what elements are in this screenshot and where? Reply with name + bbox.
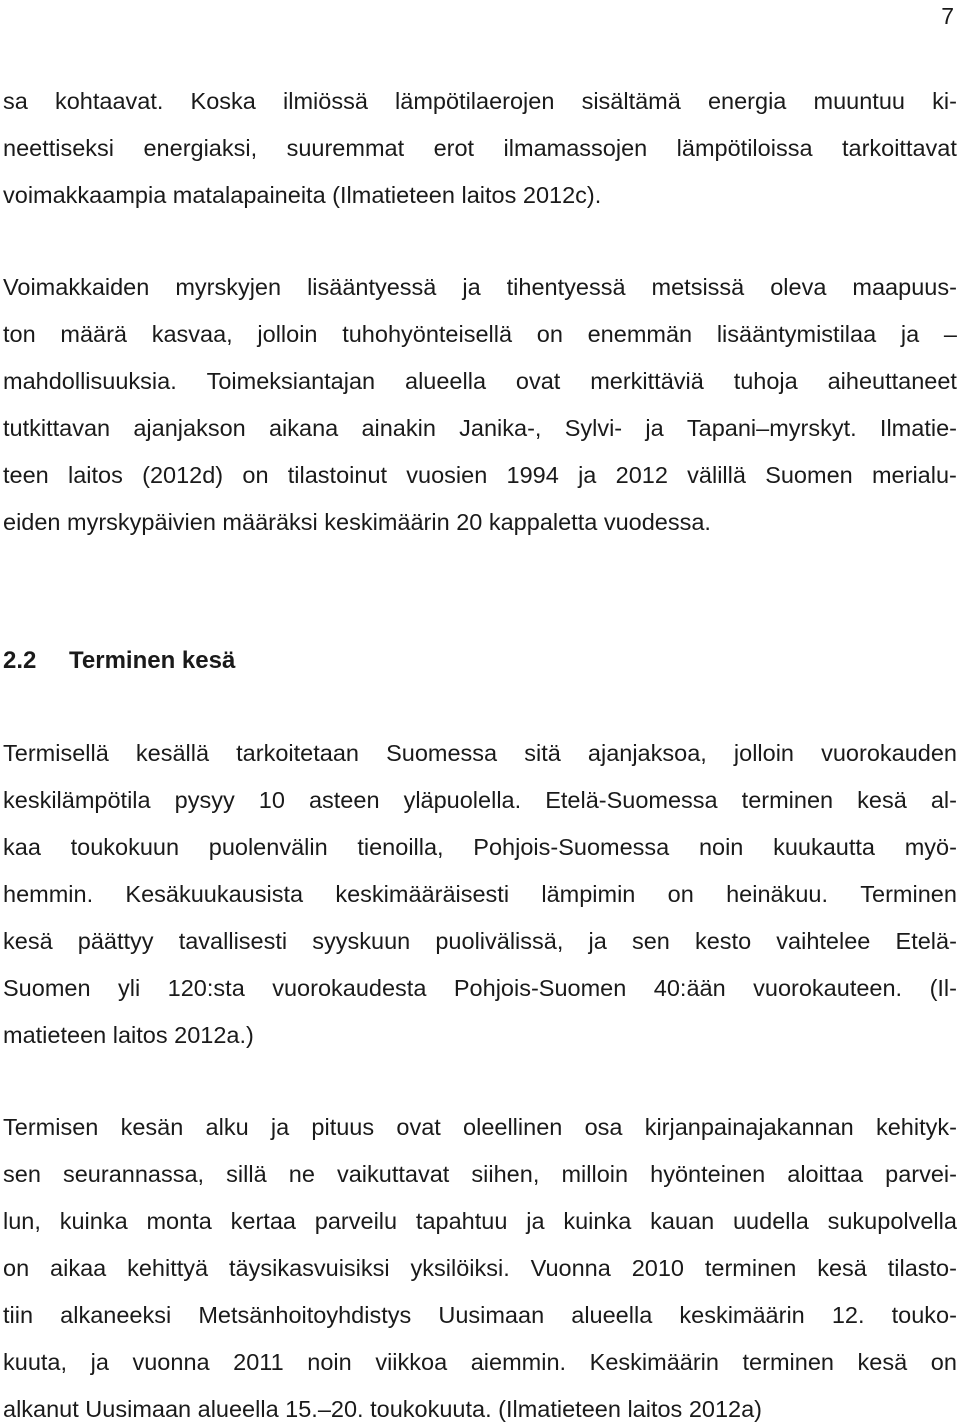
word: 10 (258, 787, 285, 813)
word: ovat (396, 1114, 441, 1140)
text-line (3, 413, 957, 443)
word: 12. (831, 1302, 865, 1328)
word: kesän (120, 1114, 184, 1140)
word: Ilmatie- (879, 415, 957, 441)
word: touko- (891, 1302, 957, 1328)
text-line (3, 973, 957, 1003)
word: keskilämpötila (3, 787, 151, 813)
word: tarkoittavat (841, 135, 957, 161)
word: 2012 (615, 462, 668, 488)
word: kuukautta (773, 834, 875, 860)
word: Suomen (3, 975, 91, 1001)
section-title: Terminen kesä (69, 647, 236, 674)
word: on (930, 1349, 957, 1375)
word: muuntuu (813, 88, 905, 114)
word: kehittyä (127, 1255, 209, 1281)
word: tilasto- (887, 1255, 957, 1281)
word: al- (930, 787, 957, 813)
word: (2012d) (142, 462, 224, 488)
word: vaihtelee (776, 928, 871, 954)
word: Uusimaan (438, 1302, 545, 1328)
word: tarkoitetaan (236, 740, 359, 766)
word: tihentyessä (506, 274, 626, 300)
word: aloittaa (787, 1161, 864, 1187)
word: merkittäviä (590, 368, 704, 394)
word: kesä (3, 928, 53, 954)
word: ja (270, 1114, 290, 1140)
word: sisältämä (581, 88, 681, 114)
word: noin (307, 1349, 352, 1375)
text-line (3, 926, 957, 956)
word: aikaa (50, 1255, 107, 1281)
word: Tapani–myrskyt. (686, 415, 857, 441)
word: 40:ään (653, 975, 726, 1001)
word: ton (3, 321, 36, 347)
word: sen (3, 1161, 41, 1187)
word: suuremmat (286, 135, 405, 161)
word: päättyy (77, 928, 154, 954)
word: Toimeksiantajan (206, 368, 376, 394)
word: metsissä (651, 274, 745, 300)
word: teen (3, 462, 49, 488)
word: 2011 (233, 1349, 284, 1375)
word: Termisellä (3, 740, 109, 766)
word: kesä (817, 1255, 867, 1281)
word: myrskyjen (175, 274, 282, 300)
text-line (3, 738, 957, 768)
word: Suomessa (386, 740, 498, 766)
word: Keskimäärin (589, 1349, 719, 1375)
word: siihen, (471, 1161, 540, 1187)
word: määrä (60, 321, 127, 347)
word: vuosien (406, 462, 488, 488)
word: (Il- (929, 975, 957, 1001)
word: yksilöiksi. (410, 1255, 510, 1281)
word: oleva (770, 274, 827, 300)
word: merialu- (871, 462, 957, 488)
word: vuorokaudesta (272, 975, 427, 1001)
word: ajanjaksoa, (587, 740, 707, 766)
word: on (3, 1255, 30, 1281)
word: on (242, 462, 269, 488)
word: kasvaa, (151, 321, 233, 347)
text-line: alkanut Uusimaan alueella 15.–20. toukokuuta. (Ilmatieteen laitos 2012a) (3, 1396, 763, 1422)
word: sen (631, 928, 670, 954)
word: alku (205, 1114, 249, 1140)
word: – (943, 321, 957, 347)
word: kuuta, (3, 1349, 68, 1375)
text-line (3, 832, 957, 862)
word: ilmiössä (283, 88, 368, 114)
word: kesällä (135, 740, 210, 766)
word: kaa (3, 834, 41, 860)
word: alkaneeksi (60, 1302, 172, 1328)
word: tuhoja (733, 368, 798, 394)
word: puolenvälin (208, 834, 328, 860)
word: terminen (741, 787, 834, 813)
word: ja (645, 415, 664, 441)
word: seurannassa, (62, 1161, 205, 1187)
word: 2010 (631, 1255, 684, 1281)
word: ki- (932, 88, 957, 114)
word: pituus (311, 1114, 375, 1140)
word: milloin (561, 1161, 629, 1187)
word: parveilu (314, 1208, 398, 1234)
word: myö- (904, 834, 957, 860)
word: yläpuolella. (403, 787, 522, 813)
word: Vuonna (530, 1255, 611, 1281)
word: alueella (571, 1302, 653, 1328)
section-number: 2.2 (3, 647, 37, 674)
text-line: matieteen laitos 2012a.) (3, 1022, 254, 1048)
word: ja (526, 1208, 545, 1234)
word: sukupolvella (827, 1208, 957, 1234)
section-heading (3, 646, 235, 676)
text-line (3, 1347, 957, 1377)
word: hyönteinen (650, 1161, 766, 1187)
word: keskimäärin (679, 1302, 805, 1328)
word: Pohjois-Suomessa (473, 834, 670, 860)
word: hemmin. (3, 881, 94, 907)
word: mahdollisuuksia. (3, 368, 177, 394)
word: Sylvi- (564, 415, 623, 441)
word: Metsänhoitoyhdistys (198, 1302, 412, 1328)
word: erot (433, 135, 475, 161)
word: tavallisesti (178, 928, 288, 954)
word: heinäkuu. (726, 881, 828, 907)
word: neettiseksi (3, 135, 115, 161)
word: pysyy (174, 787, 235, 813)
word: noin (698, 834, 744, 860)
word: sitä (524, 740, 561, 766)
word: oleellinen (463, 1114, 563, 1140)
word: kesä (857, 787, 907, 813)
word: aiheuttaneet (827, 368, 957, 394)
word: 120:sta (167, 975, 245, 1001)
word: on (667, 881, 694, 907)
page-number: 7 (941, 3, 954, 29)
word: kuinka (563, 1208, 632, 1234)
word: tienoilla, (357, 834, 444, 860)
word: terminen (704, 1255, 797, 1281)
word: parvei- (885, 1161, 957, 1187)
word: ja (900, 321, 920, 347)
word: Etelä- (895, 928, 957, 954)
word: asteen (308, 787, 380, 813)
word: Termisen (3, 1114, 99, 1140)
word: aikana (268, 415, 339, 441)
word: Pohjois-Suomen (453, 975, 627, 1001)
word: enemmän (587, 321, 693, 347)
word: monta (146, 1208, 212, 1234)
word: tutkittavan (3, 415, 111, 441)
word: ovat (515, 368, 561, 394)
text-line (3, 133, 957, 163)
word: kohtaavat. (54, 88, 164, 114)
word: ajanjakson (133, 415, 246, 441)
word: toukokuun (70, 834, 180, 860)
text-line (3, 366, 957, 396)
word: vuonna (132, 1349, 210, 1375)
word: osa (584, 1114, 623, 1140)
word: kuinka (59, 1208, 128, 1234)
word: energia (707, 88, 787, 114)
text-line (3, 1300, 957, 1330)
word: Kesäkuukausista (125, 881, 304, 907)
word: lämpimin (541, 881, 636, 907)
text-line (3, 1206, 957, 1236)
word: vuorokauteen. (753, 975, 903, 1001)
text-line (3, 272, 957, 302)
word: tilastoinut (287, 462, 388, 488)
text-line (3, 785, 957, 815)
text-line: voimakkaampia matalapaineita (Ilmatieteen laitos 2012c). (3, 182, 602, 208)
word: kauan (650, 1208, 715, 1234)
word: tuhohyönteisellä (342, 321, 513, 347)
word: keskimääräisesti (335, 881, 510, 907)
word: kertaa (230, 1208, 296, 1234)
word: jolloin (733, 740, 794, 766)
word: lämpötiloissa (676, 135, 813, 161)
word: Voimakkaiden (3, 274, 150, 300)
word: yli (118, 975, 141, 1001)
word: syyskuun (312, 928, 411, 954)
text-line (3, 86, 957, 116)
word: alueella (405, 368, 487, 394)
word: lisääntyessä (307, 274, 437, 300)
word: puolivälissä, (435, 928, 564, 954)
text-line (3, 1159, 957, 1189)
word: sa (3, 88, 28, 114)
word: välillä (687, 462, 746, 488)
word: tiin (3, 1302, 34, 1328)
word: maapuus- (852, 274, 957, 300)
word: kirjanpainajakannan (644, 1114, 854, 1140)
word: ja (90, 1349, 109, 1375)
word: ne (288, 1161, 315, 1187)
word: ilmamassojen (503, 135, 648, 161)
text-line (3, 1253, 957, 1283)
word: Janika-, (459, 415, 542, 441)
word: lämpötilaerojen (395, 88, 555, 114)
text-line: eiden myrskypäivien määräksi keskimäärin 20 kappaletta vuodessa. (3, 509, 711, 535)
word: on (536, 321, 563, 347)
word: terminen (742, 1349, 834, 1375)
word: ja (578, 462, 597, 488)
word: vaikuttavat (336, 1161, 450, 1187)
word: Koska (190, 88, 256, 114)
word: kehityk- (875, 1114, 957, 1140)
word: Terminen (860, 881, 957, 907)
text-line (3, 460, 957, 490)
word: lun, (3, 1208, 41, 1234)
word: ainakin (361, 415, 436, 441)
word: 1994 (506, 462, 559, 488)
word: lisääntymistilaa (716, 321, 877, 347)
word: kesä (857, 1349, 908, 1375)
word: aiemmin. (470, 1349, 567, 1375)
word: laitos (68, 462, 123, 488)
word: täysikasvuisiksi (229, 1255, 390, 1281)
word: viikkoa (375, 1349, 448, 1375)
word: tapahtuu (415, 1208, 508, 1234)
text-line (3, 319, 957, 349)
text-line (3, 1112, 957, 1142)
word: Etelä-Suomessa (545, 787, 718, 813)
word: ja (462, 274, 481, 300)
text-line (3, 879, 957, 909)
word: uudella (732, 1208, 809, 1234)
word: sillä (226, 1161, 267, 1187)
word: kesto (694, 928, 752, 954)
word: Suomen (765, 462, 853, 488)
word: energiaksi, (143, 135, 258, 161)
word: vuorokauden (821, 740, 957, 766)
word: ja (588, 928, 607, 954)
word: jolloin (257, 321, 318, 347)
